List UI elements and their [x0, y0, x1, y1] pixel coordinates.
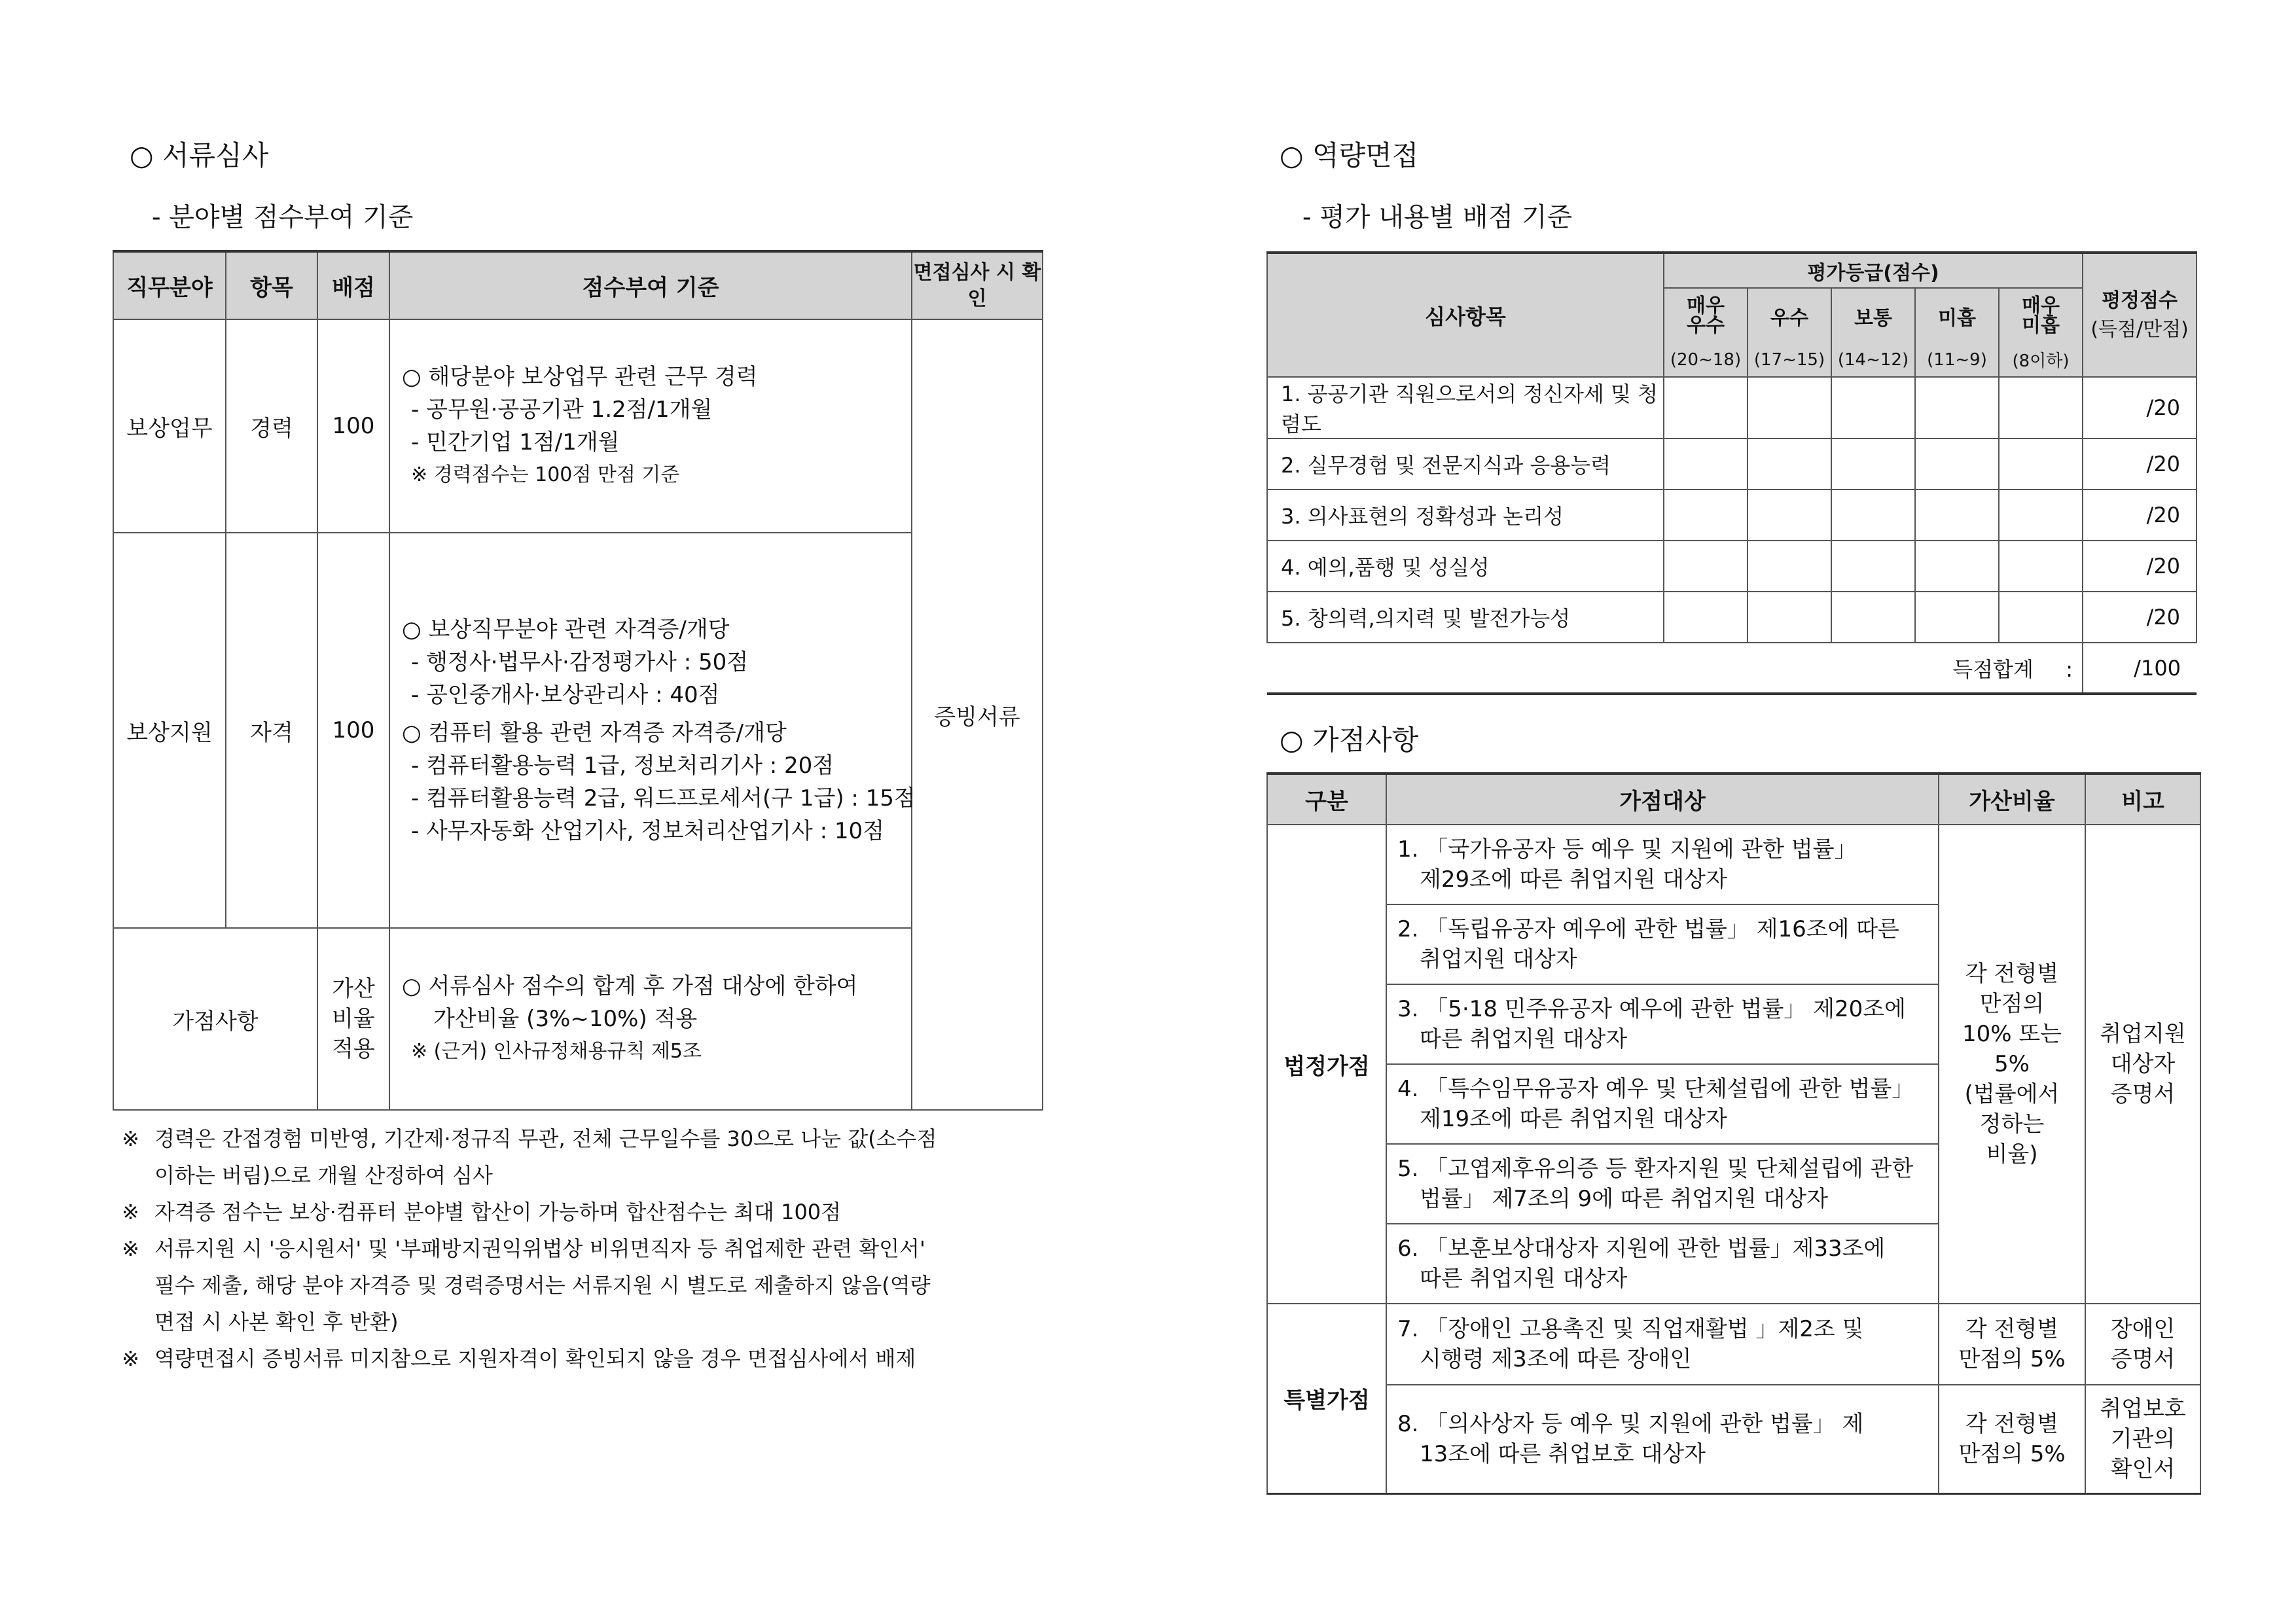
- grade-range: (20~18): [1664, 343, 1748, 377]
- eval-score: /20: [2083, 592, 2197, 643]
- table-row: [1267, 438, 2197, 490]
- header-score: 배점: [317, 251, 389, 319]
- criteria-line: - 사무자동화 산업기사, 정보처리산업기사 : 10점: [411, 818, 885, 844]
- special-note: 장애인 증명서: [2085, 1304, 2200, 1385]
- grade-range: (14~12): [1831, 343, 1915, 377]
- row-criteria: [389, 319, 912, 533]
- table-row: [1267, 825, 2200, 904]
- eval-item: 2. 실무경험 및 전문지식과 응용능력: [1267, 438, 1664, 490]
- criteria-line: ○ 서류심사 점수의 합계 후 가점 대상에 한하여: [402, 973, 858, 999]
- eval-score: /20: [2083, 438, 2197, 490]
- row-field: 보상지원: [113, 533, 226, 928]
- section-heading-bonus: ○ 가점사항: [1280, 724, 1419, 756]
- grade-average: 보통: [1831, 288, 1915, 343]
- header-verify: 면접심사 시 확인: [912, 251, 1043, 319]
- note-line: ※ 경력은 간접경험 미반영, 기간제·정규직 무관, 전체 근무일수를 30으로 나눈 값(소수점: [122, 1126, 937, 1151]
- statutory-note: 취업지원 대상자 증명서: [2085, 825, 2200, 1304]
- note-line: 필수 제출, 해당 분야 자격증 및 경력증명서는 서류지원 시 별도로 제출하지 않음(역량: [154, 1273, 931, 1298]
- grade-very-poor: 매우 미흡: [1999, 288, 2083, 343]
- bonus-target: 1. 「국가유공자 등 예우 및 지원에 관한 법률」 제29조에 따른 취업지원 대상자: [1386, 825, 1939, 904]
- category-special: 특별가점: [1267, 1304, 1386, 1493]
- grade-range: (8이하): [1999, 343, 2083, 377]
- criteria-line: ※ 경력점수는 100점 만점 기준: [411, 463, 680, 486]
- eval-item: 1. 공공기관 직원으로서의 정신자세 및 청렴도: [1267, 377, 1664, 438]
- special-rate: 각 전형별 만점의 5%: [1939, 1385, 2085, 1493]
- grade-range: (11~9): [1915, 343, 1999, 377]
- table-row: [1267, 377, 2197, 438]
- header-category: 구분: [1267, 774, 1386, 825]
- grade-range: (17~15): [1748, 343, 1831, 377]
- category-statutory: 법정가점: [1267, 825, 1386, 1304]
- eval-item: 4. 예의,품행 및 성실성: [1267, 541, 1664, 592]
- criteria-line: - 공인중개사·보상관리사 : 40점: [411, 682, 720, 708]
- row-field: 가점사항: [113, 928, 317, 1110]
- criteria-line: - 민간기업 1점/1개월: [411, 429, 620, 455]
- verify-cell: 증빙서류: [912, 319, 1043, 1110]
- criteria-line: - 행정사·법무사·감정평가사 : 50점: [411, 649, 749, 675]
- total-score: /100: [2083, 643, 2197, 694]
- special-note: 취업보호 기관의 확인서: [2085, 1385, 2200, 1493]
- table-row: [1267, 541, 2197, 592]
- header-criteria: 점수부여 기준: [389, 251, 912, 319]
- eval-score: /20: [2083, 541, 2197, 592]
- eval-score: /20: [2083, 490, 2197, 541]
- interview-evaluation-table: [1266, 251, 2197, 695]
- criteria-line: ※ (근거) 인사규정채용규칙 제5조: [411, 1040, 702, 1063]
- section-heading-document-review: ○ 서류심사: [130, 139, 269, 171]
- criteria-line: - 컴퓨터활용능력 1급, 정보처리기사 : 20점: [411, 753, 834, 779]
- criteria-line: ○ 보상직무분야 관련 자격증/개당: [402, 616, 730, 643]
- subheading-interview-criteria: - 평가 내용별 배점 기준: [1302, 202, 1573, 232]
- row-score: 100: [317, 533, 389, 928]
- row-item: 자격: [226, 533, 317, 928]
- score-line: 비율: [332, 1006, 375, 1032]
- section-heading-interview: ○ 역량면접: [1280, 139, 1419, 171]
- row-criteria: [389, 533, 916, 928]
- statutory-rate: 각 전형별 만점의 10% 또는 5% (법률에서 정하는 비율): [1939, 825, 2085, 1304]
- grade-good: 우수: [1748, 288, 1831, 343]
- row-item: 경력: [226, 319, 317, 533]
- bonus-target: 7. 「장애인 고용촉진 및 직업재활법 」제2조 및 시행령 제3조에 따른 장애인: [1386, 1304, 1939, 1385]
- score-title: 평정점수: [2102, 289, 2178, 312]
- bonus-target: 8. 「의사상자 등 예우 및 지원에 관한 법률」 제 13조에 따른 취업보호 대상자: [1386, 1385, 1939, 1493]
- note-line: ※ 역량면접시 증빙서류 미지참으로 지원자격이 확인되지 않을 경우 면접심사에서 배제: [122, 1346, 916, 1371]
- header-note: 비고: [2085, 774, 2200, 825]
- total-separator: :: [2066, 656, 2073, 682]
- header-eval-item: 심사항목: [1267, 253, 1664, 377]
- bonus-target: 6. 「보훈보상대상자 지원에 관한 법률」제33조에 따른 취업지원 대상자: [1386, 1224, 1939, 1304]
- row-score: [317, 928, 389, 1110]
- header-target: 가점대상: [1386, 774, 1939, 825]
- subheading-scoring-criteria: - 분야별 점수부여 기준: [152, 202, 414, 232]
- row-score: 100: [317, 319, 389, 533]
- criteria-line: ○ 컴퓨터 활용 관련 자격증 자격증/개당: [402, 720, 787, 746]
- criteria-line: ○ 해당분야 보상업무 관련 근무 경력: [402, 364, 758, 390]
- header-score: [2083, 253, 2197, 377]
- special-rate: 각 전형별 만점의 5%: [1939, 1304, 2085, 1385]
- criteria-line: - 컴퓨터활용능력 2급, 워드프로세서(구 1급) : 15점: [411, 785, 916, 812]
- criteria-line: - 공무원·공공기관 1.2점/1개월: [411, 397, 713, 423]
- eval-score: /20: [2083, 377, 2197, 438]
- row-criteria: [389, 928, 912, 1110]
- eval-item: 5. 창의력,의지력 및 발전가능성: [1267, 592, 1664, 643]
- table-row: [113, 928, 1043, 1110]
- notes-block: [122, 1120, 1051, 1377]
- note-line: 이하는 버림)으로 개월 산정하여 심사: [154, 1163, 493, 1188]
- table-row: [1267, 592, 2197, 643]
- header-rate: 가산비율: [1939, 774, 2085, 825]
- criteria-line: 가산비율 (3%~10%) 적용: [433, 1006, 698, 1032]
- header-field: 직무분야: [113, 251, 226, 319]
- score-line: 가산: [332, 976, 375, 1002]
- bonus-target: 5. 「고엽제후유의증 등 환자지원 및 단체설립에 관한 법률」 제7조의 9에 따른 취업지원 대상자: [1386, 1144, 1939, 1224]
- table-row: [1267, 1385, 2200, 1493]
- table-row: [1267, 1304, 2200, 1385]
- header-item: 항목: [226, 251, 317, 319]
- score-subtitle: (득점/만점): [2090, 317, 2189, 341]
- scoring-criteria-table: [113, 250, 1043, 1111]
- table-row: [113, 319, 1043, 533]
- bonus-target: 2. 「독립유공자 예우에 관한 법률」 제16조에 따른 취업지원 대상자: [1386, 904, 1939, 984]
- note-line: ※ 자격증 점수는 보상·컴퓨터 분야별 합산이 가능하며 합산점수는 최대 100점: [122, 1200, 842, 1224]
- table-row: [113, 533, 1043, 928]
- total-label: 득점합계: [1952, 656, 2034, 682]
- score-line: 적용: [332, 1036, 375, 1062]
- total-row: [1267, 643, 2197, 694]
- total-label-cell: [1267, 643, 2083, 694]
- eval-item: 3. 의사표현의 정확성과 논리성: [1267, 490, 1664, 541]
- bonus-target: 3. 「5·18 민주유공자 예우에 관한 법률」 제20조에 따른 취업지원 대상자: [1386, 984, 1939, 1064]
- header-grade: 평가등급(점수): [1664, 253, 2083, 288]
- table-row: [1267, 490, 2197, 541]
- row-field: 보상업무: [113, 319, 226, 533]
- note-line: 면접 시 사본 확인 후 반환): [154, 1310, 399, 1334]
- bonus-points-table: [1266, 772, 2201, 1495]
- bonus-target: 4. 「특수임무유공자 예우 및 단체설립에 관한 법률」 제19조에 따른 취업지원 대상자: [1386, 1064, 1939, 1144]
- note-line: ※ 서류지원 시 '응시원서' 및 '부패방지권익위법상 비위면직자 등 취업제한 관련 확인서': [122, 1236, 925, 1261]
- grade-poor: 미흡: [1915, 288, 1999, 343]
- grade-very-good: 매우 우수: [1664, 288, 1748, 343]
